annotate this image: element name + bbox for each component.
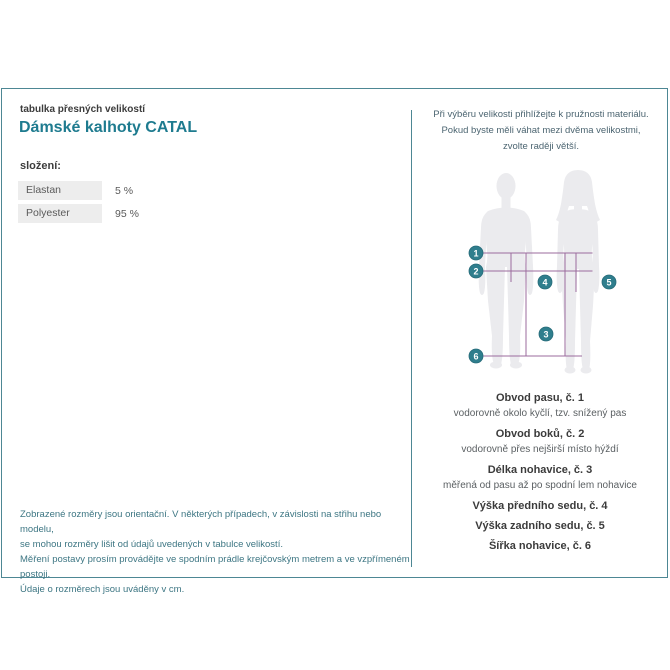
measurement-title: Výška zadního sedu, č. 5	[475, 520, 605, 532]
badge-3	[539, 327, 553, 341]
svg-text:5: 5	[606, 277, 612, 288]
measurement-item	[416, 519, 664, 533]
svg-text:6: 6	[473, 351, 479, 362]
product-title: Dámské kalhoty CATAL	[19, 119, 198, 136]
fit-advice-line: Při výběru velikosti přihlížejte k pružnosti materiálu.	[433, 109, 649, 120]
disclaimer-line: se mohou rozměry lišit od údajů uvedených v tabulce velikostí.	[20, 539, 283, 550]
disclaimer-text	[20, 507, 412, 597]
badge-2	[469, 264, 483, 278]
measurement-desc: vodorovně okolo kyčlí, tzv. snížený pas	[453, 408, 627, 419]
material-cell: Elastan	[18, 181, 102, 200]
fit-advice-text	[421, 107, 661, 155]
badge-1	[469, 246, 483, 260]
measurement-title: Obvod boků, č. 2	[495, 428, 585, 440]
svg-text:3: 3	[543, 329, 549, 340]
measurement-desc: měřená od pasu až po spodní lem nohavice	[442, 480, 637, 491]
size-table-subtitle: tabulka přesných velikostí	[20, 104, 146, 115]
measurement-title: Délka nohavice, č. 3	[487, 464, 593, 476]
measurement-item	[416, 391, 664, 421]
fit-advice-line: Pokud byste měli váhat mezi dvěma velikostmi,	[441, 125, 641, 136]
badge-6	[469, 349, 483, 363]
svg-text:4: 4	[542, 277, 548, 288]
svg-text:2: 2	[473, 266, 479, 277]
composition-label: složení:	[20, 160, 61, 172]
measurement-desc: vodorovně přes nejširší místo hýždí	[461, 444, 619, 455]
measurement-item	[416, 499, 664, 513]
body-figure-illustration	[455, 166, 625, 378]
material-value-cell: 5 %	[115, 184, 134, 197]
composition-row	[18, 204, 139, 223]
measurement-title: Výška předního sedu, č. 4	[472, 500, 608, 512]
disclaimer-line: Měření postavy prosím provádějte ve spodním prádle krejčovským metrem a ve vzpřímeném postoji.	[20, 554, 410, 580]
measurement-item	[416, 463, 664, 493]
measurement-title: Obvod pasu, č. 1	[495, 392, 585, 404]
column-divider	[411, 110, 412, 567]
measurement-list	[416, 391, 664, 559]
measurement-item	[416, 539, 664, 553]
measurement-item	[416, 427, 664, 457]
svg-text:1: 1	[473, 248, 479, 259]
fit-advice-line: zvolte raději větší.	[502, 141, 580, 152]
female-figure	[556, 170, 600, 374]
measurement-title: Šířka nohavice, č. 6	[488, 540, 592, 552]
disclaimer-line: Zobrazené rozměry jsou orientační. V některých případech, v závislosti na střihu nebo modelu,	[20, 509, 382, 535]
material-value-cell: 95 %	[115, 207, 139, 220]
composition-row	[18, 181, 139, 200]
material-cell: Polyester	[18, 204, 102, 223]
badge-4	[538, 275, 552, 289]
badge-5	[602, 275, 616, 289]
disclaimer-line: Údaje o rozměrech jsou uváděny v cm.	[20, 584, 185, 595]
composition-table	[18, 181, 139, 227]
